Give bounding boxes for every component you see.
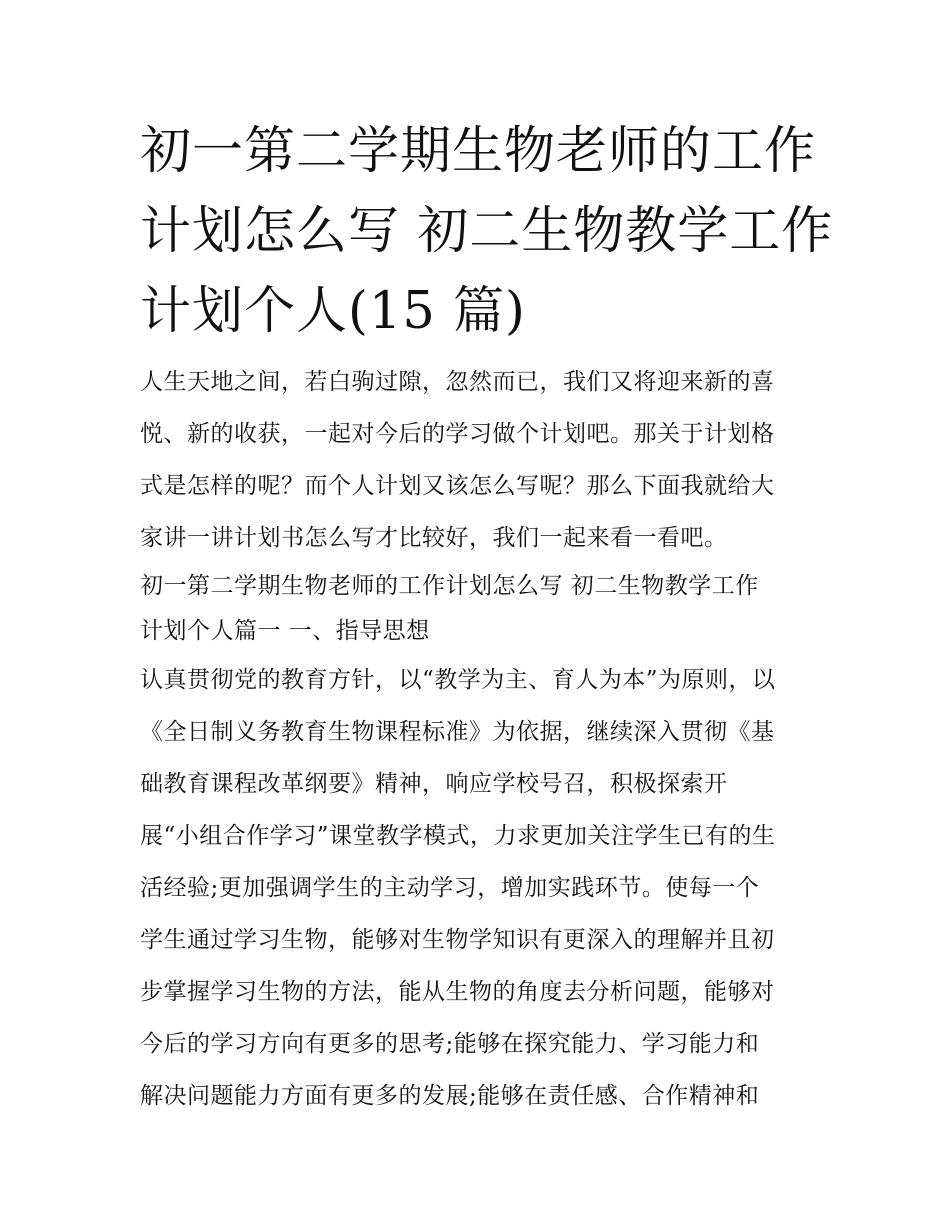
text-line: 学生通过学习生物，能够对生物学知识有更深入的理解并且初 [140, 927, 775, 953]
text-line: 家讲一讲计划书怎么写才比较好，我们一起来看一看吧。 [140, 525, 728, 551]
text-line: 解决问题能力方面有更多的发展;能够在责任感、合作精神和 [140, 1083, 760, 1109]
title-line: 计划怎么写 初二生物教学工作 [140, 202, 834, 261]
title-line: 计划个人(15 篇) [140, 282, 526, 341]
text-line: 认真贯彻党的教育方针，以“教学为主、育人为本”为原则，以 [140, 667, 776, 693]
text-line: 今后的学习方向有更多的思考;能够在探究能力、学习能力和 [140, 1031, 760, 1057]
intro-paragraph [140, 356, 830, 564]
document-title [140, 112, 834, 352]
text-line: 展“小组合作学习”课堂教学模式，力求更加关注学生已有的生 [140, 823, 776, 849]
text-line: 活经验;更加强调学生的主动学习，增加实践环节。使每一个 [140, 875, 760, 901]
text-line: 人生天地之间，若白驹过隙，忽然而已，我们又将迎来新的喜 [140, 369, 775, 395]
document-body [140, 356, 830, 1122]
text-line: 《全日制义务教育生物课程标准》为依据，继续深入贯彻《基 [140, 719, 775, 745]
text-line: 悦、新的收获，一起对今后的学习做个计划吧。那关于计划格 [140, 421, 775, 447]
heading-line: 计划个人篇一 一、指导思想 [140, 618, 430, 644]
body-paragraph [140, 654, 830, 1122]
heading-line: 初一第二学期生物老师的工作计划怎么写 初二生物教学工作 [140, 573, 759, 599]
text-line: 础教育课程改革纲要》精神，响应学校号召，积极探索开 [140, 771, 728, 797]
title-line: 初一第二学期生物老师的工作 [140, 122, 817, 181]
section-heading [140, 564, 830, 654]
text-line: 步掌握学习生物的方法，能从生物的角度去分析问题，能够对 [140, 979, 775, 1005]
text-line: 式是怎样的呢？而个人计划又该怎么写呢？那么下面我就给大 [140, 473, 775, 499]
